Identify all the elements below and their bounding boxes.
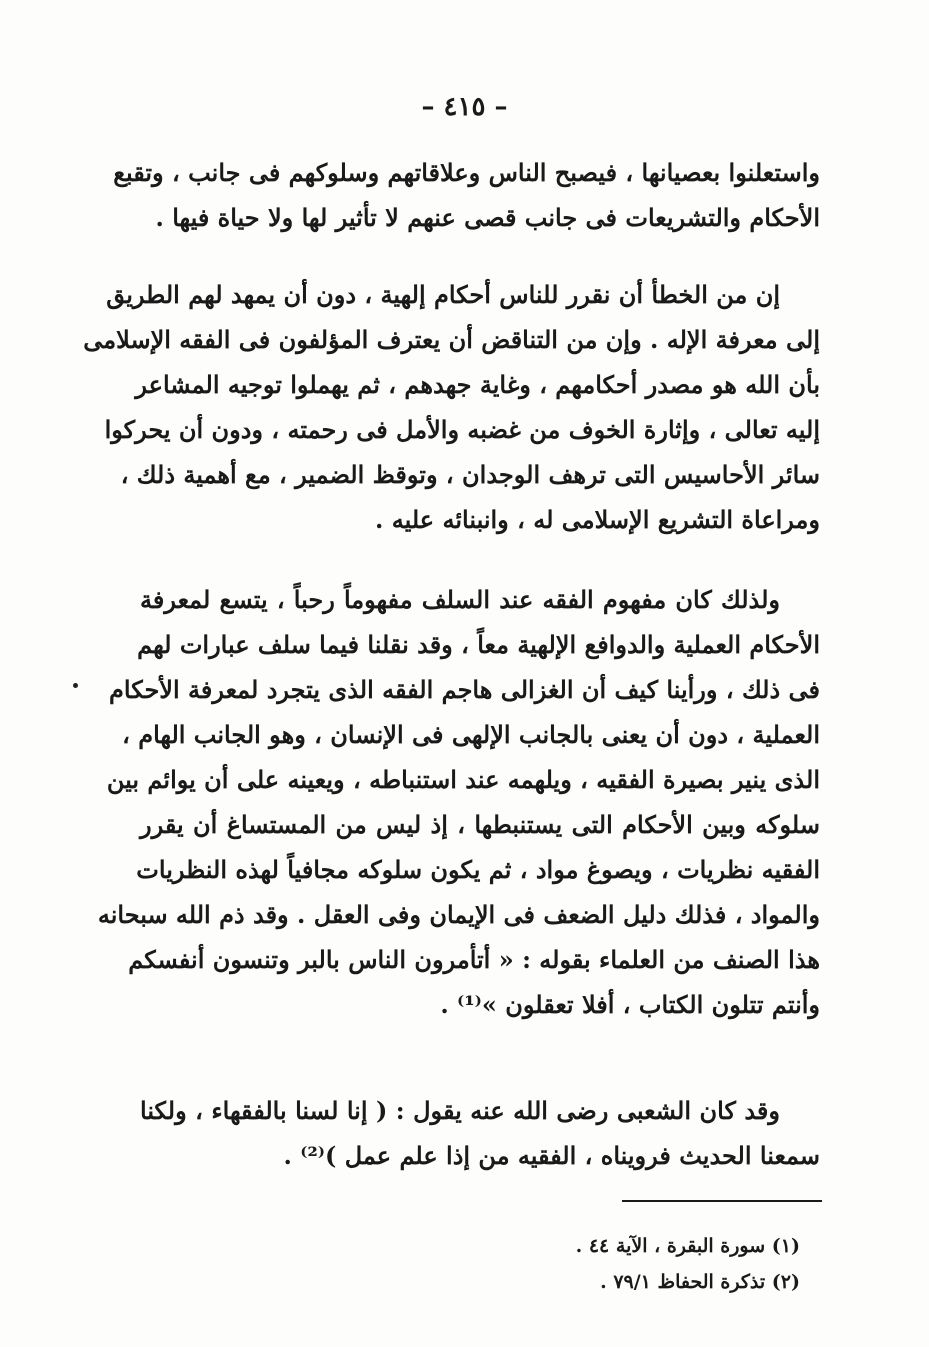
text-line: والمواد ، فذلك دليل الضعف فى الإيمان وفى العقل . وقد ذم الله سبحانه [97, 900, 820, 929]
text-line: الفقيه نظريات ، ويصوغ مواد ، ثم يكون سلوكه مجافياً لهذه النظريات [136, 855, 820, 884]
text-line: ومراعاة التشريع الإسلامى له ، وانبنائه عليه . [375, 505, 820, 534]
text-line: هذا الصنف من العلماء بقوله : « أتأمرون الناس بالبر وتنسون أنفسكم [128, 945, 820, 974]
footnote-1: (١) سورة البقرة ، الآية ٤٤ . [575, 1235, 800, 1257]
footnotes [420, 1228, 800, 1300]
text-line: الذى ينير بصيرة الفقيه ، ويلهمه عند استنباطه ، ويعينه على أن يوائم بين [106, 765, 820, 794]
text-line: سائر الأحاسيس التى ترهف الوجدان ، وتوقظ الضمير ، مع أهمية ذلك ، [120, 460, 820, 489]
ink-speck [73, 683, 78, 688]
text-line: بأن الله هو مصدر أحكامهم ، وغاية جهدهم ، ثم يهملوا توجيه المشاعر [135, 370, 820, 399]
text-line: فى ذلك ، ورأينا كيف أن الغزالى هاجم الفقه الذى يتجرد لمعرفة الأحكام [109, 675, 820, 704]
text-line: العملية ، دون أن يعنى بالجانب الإلهى فى الإنسان ، وهو الجانب الهام ، [122, 720, 820, 749]
text-line: الأحكام العملية والدوافع الإلهية معاً ، وقد نقلنا فيما سلف عبارات لهم [137, 630, 820, 659]
paragraph-4 [140, 1088, 820, 1178]
paragraph-1 [113, 150, 820, 240]
paragraph-3 [97, 577, 820, 1027]
text-line: إلى معرفة الإله . وإن من التناقض أن يعترف المؤلفون فى الفقه الإسلامى [83, 325, 820, 354]
footnote-2: (٢) تذكرة الحفاظ ٧٩/١ . [600, 1271, 800, 1293]
text-line: ولذلك كان مفهوم الفقه عند السلف مفهوماً رحباً ، يتسع لمعرفة [140, 585, 780, 614]
text-line: وقد كان الشعبى رضى الله عنه يقول : ( إنا لسنا بالفقهاء ، ولكنا [140, 1096, 780, 1125]
paragraph-2 [83, 272, 820, 542]
page-number: – ٤١٥ – [421, 92, 508, 122]
footnote-divider [622, 1200, 822, 1202]
text-line: الأحكام والتشريعات فى جانب قصى عنهم لا تأثير لها ولا حياة فيها . [155, 203, 820, 232]
text-line: إليه تعالى ، وإثارة الخوف من غضبه والأمل فى رحمته ، ودون أن يحركوا [104, 415, 820, 444]
text-line: إن من الخطأ أن نقرر للناس أحكام إلهية ، دون أن يمهد لهم الطريق [106, 280, 780, 309]
text-line: سمعنا الحديث فرويناه ، الفقيه من إذا علم عمل )⁽²⁾ . [283, 1141, 820, 1170]
text-line: وأنتم تتلون الكتاب ، أفلا تعقلون »⁽¹⁾ . [440, 990, 820, 1019]
text-line: سلوكه وبين الأحكام التى يستنبطها ، إذ ليس من المستساغ أن يقرر [140, 810, 820, 839]
text-line: واستعلنوا بعصيانها ، فيصبح الناس وعلاقاتهم وسلوكهم فى جانب ، وتقبع [113, 158, 820, 187]
